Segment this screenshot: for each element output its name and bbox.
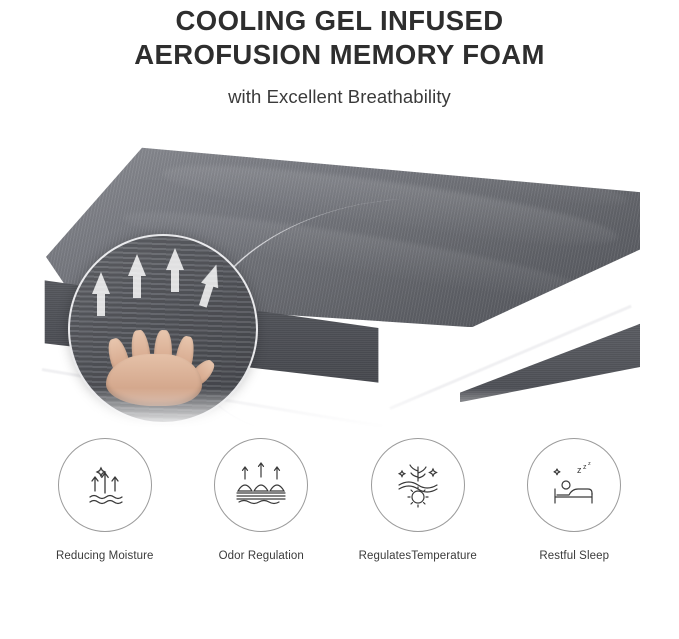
feature-icon-circle [527, 438, 621, 532]
page-title-line-2: AEROFUSION MEMORY FOAM [134, 39, 545, 71]
feature-icon-circle [371, 438, 465, 532]
feature-label: Odor Regulation [218, 550, 304, 562]
feature-label: Reducing Moisture [55, 550, 154, 562]
airflow-arrow-icon [201, 262, 225, 288]
airflow-arrow-icon [166, 248, 184, 270]
hero-product-image [0, 134, 679, 434]
feature-icon-circle [58, 438, 152, 532]
svg-text:z: z [583, 464, 587, 471]
odor-regulation-icon [231, 457, 291, 513]
temperature-regulation-icon [389, 457, 447, 513]
feature-label: RegulatesTemperature [358, 550, 477, 562]
hand-pressing-foam [98, 328, 218, 406]
svg-text:z: z [577, 465, 582, 475]
page-title-line-1: COOLING GEL INFUSED [175, 5, 504, 36]
feature-icon-circle [214, 438, 308, 532]
airflow-arrow-icon [92, 272, 110, 294]
feature-label: Restful Sleep [539, 550, 610, 562]
feature-item [201, 438, 323, 564]
mattress-illustration [40, 142, 640, 422]
moisture-evaporation-icon [77, 457, 133, 513]
feature-item [514, 438, 636, 564]
feature-item [357, 438, 479, 564]
feature-item [44, 438, 166, 564]
feature-list [0, 438, 679, 564]
page-title [40, 4, 640, 72]
airflow-arrow-icon [128, 254, 146, 276]
svg-text:z: z [588, 461, 591, 467]
magnifier-callout [68, 234, 258, 424]
restful-sleep-icon [545, 457, 603, 513]
page-subtitle: with Excellent Breathability [228, 86, 451, 108]
header [0, 0, 679, 108]
